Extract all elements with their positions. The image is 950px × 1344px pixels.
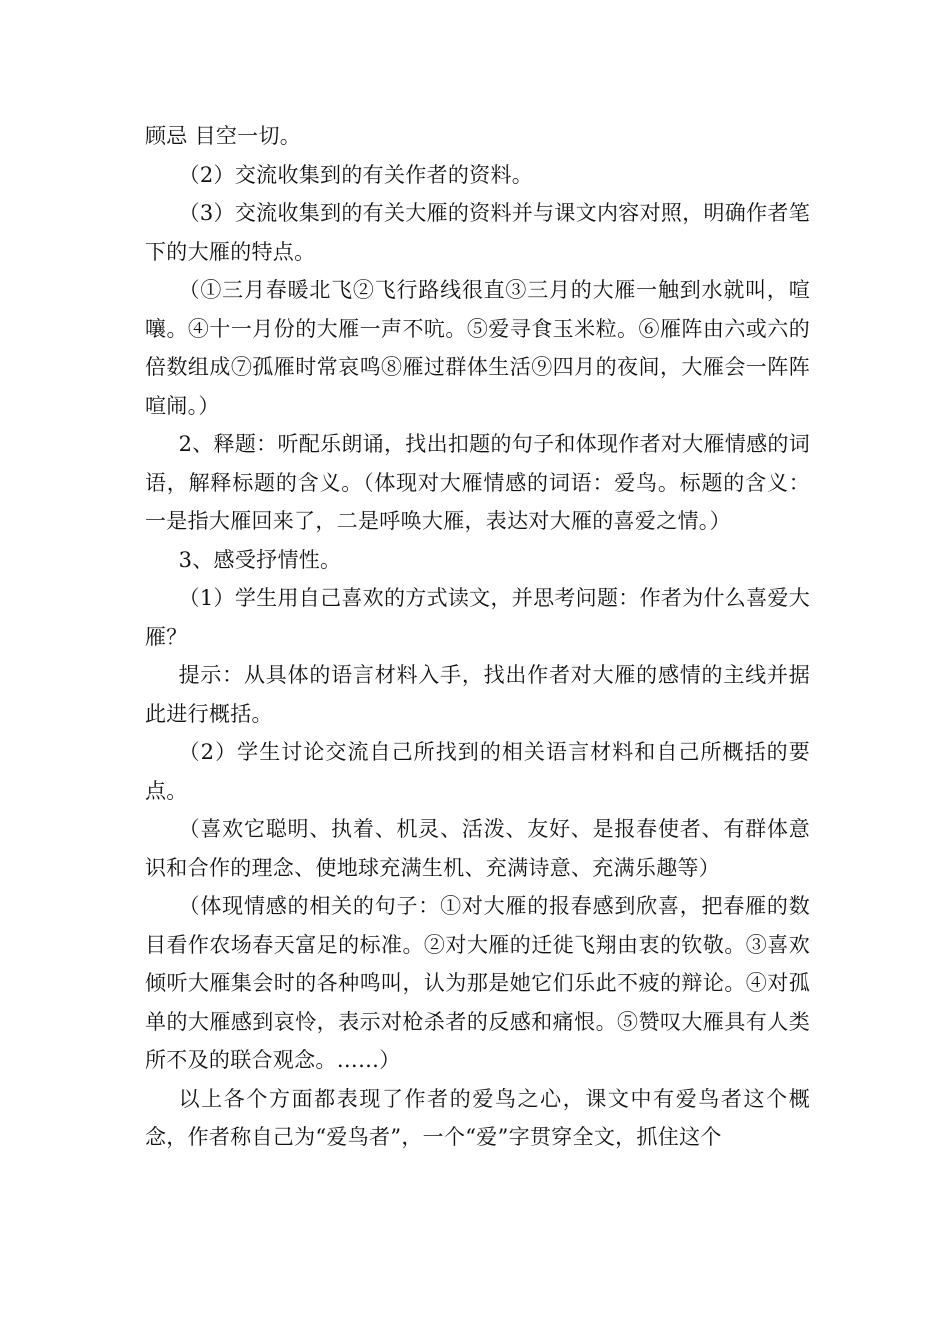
paragraph: （1）学生用自己喜欢的方式读文，并思考问题：作者为什么喜爱大雁？ xyxy=(145,586,810,649)
paragraph: （体现情感的相关的句子：①对大雁的报春感到欣喜，把春雁的数目看作农场春天富足的标准。②对大雁的迁徙飞翔由衷的钦敬。③喜欢倾听大雁集会时的各种鸣叫，认为那是她它们乐此不疲的辩论。④对孤单的大雁感到哀怜，表示对枪杀者的反感和痛恨。⑤赞叹大雁具有人类所不及的联合观念。……） xyxy=(145,894,810,1072)
paragraph: 以上各个方面都表现了作者的爱鸟之心，课文中有爱鸟者这个概念，作者称自己为“爱鸟者”，一个“爱”字贯穿全文，抓住这个 xyxy=(145,1086,810,1149)
paragraph: （2）交流收集到的有关作者的资料。 xyxy=(178,162,534,187)
paragraph: 顾忌 目空一切。 xyxy=(145,124,302,148)
paragraph: （2）学生讨论交流自己所找到的相关语言材料和自己所概括的要点。 xyxy=(145,740,810,803)
paragraph: 3、感受抒情性。 xyxy=(178,547,342,572)
paragraph: （3）交流收集到的有关大雁的资料并与课文内容对照，明确作者笔下的大雁的特点。 xyxy=(145,201,810,264)
paragraph: （喜欢它聪明、执着、机灵、活泼、友好、是报春使者、有群体意识和合作的理念、使地球充满生机、充满诗意、充满乐趣等） xyxy=(145,817,810,880)
paragraph: 2、释题：听配乐朗诵，找出扣题的句子和体现作者对大雁情感的词语，解释标题的含义。（体现对大雁情感的词语：爱鸟。标题的含义：一是指大雁回来了，二是呼唤大雁，表达对大雁的喜爱之情。） xyxy=(145,432,810,533)
document-body xyxy=(145,117,810,1157)
paragraph: 提示：从具体的语言材料入手，找出作者对大雁的感情的主线并据此进行概括。 xyxy=(145,663,810,726)
paragraph: （①三月春暖北飞②飞行路线很直③三月的大雁一触到水就叫，喧嚷。④十一月份的大雁一声不吭。⑤爱寻食玉米粒。⑥雁阵由六或六的倍数组成⑦孤雁时常哀鸣⑧雁过群体生活⑨四月的夜间，大雁会一阵阵喧闹。） xyxy=(145,278,810,418)
